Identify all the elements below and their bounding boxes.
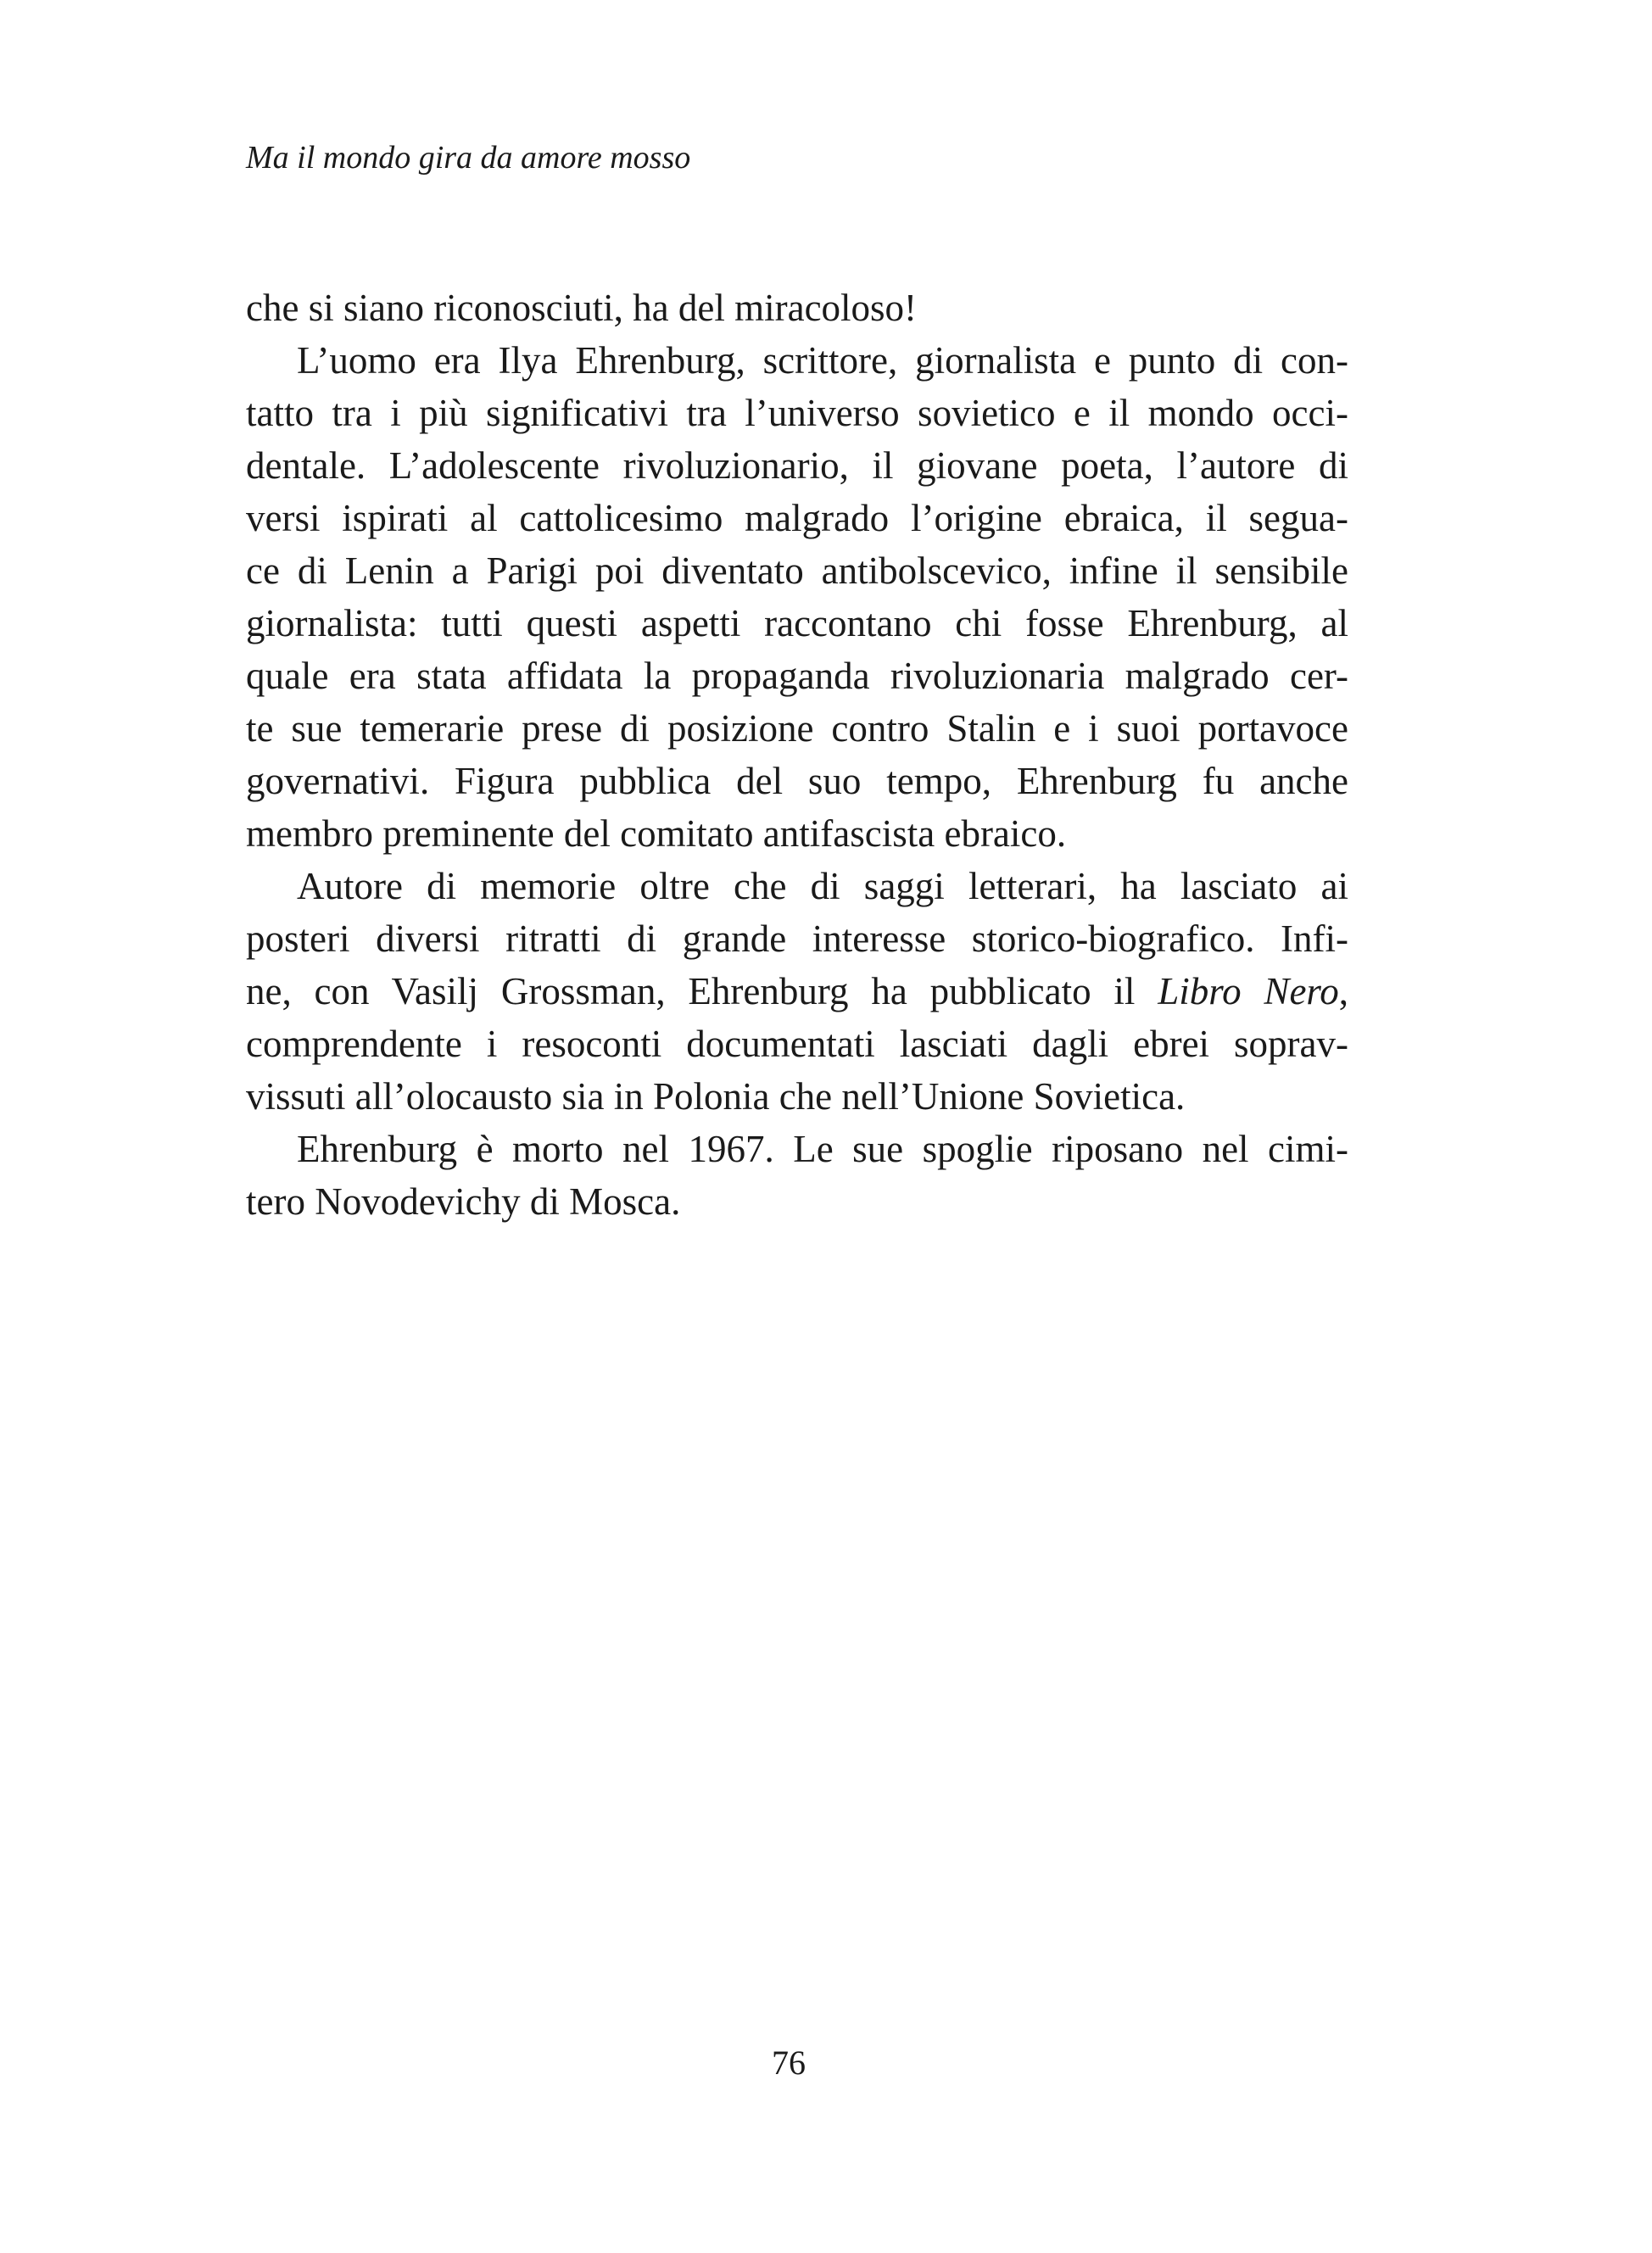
book-title: Libro Nero [1158,970,1339,1012]
body-text [246,282,1348,1228]
text-line: comprendente i resoconti documentati lasciati dagli ebrei soprav- [246,1023,1348,1065]
running-header: Ma il mondo gira da amore mosso [246,140,691,176]
text-line: Ehrenburg è morto nel 1967. Le sue spoglie riposano nel cimi- [297,1128,1348,1170]
text-line: vissuti all’olocausto sia in Polonia che nell’Unione Sovietica. [246,1075,1186,1118]
text-line: versi ispirati al cattolicesimo malgrado l’origine ebraica, il segua- [246,497,1348,539]
page-number: 76 [772,2044,806,2082]
text-line: te sue temerarie prese di posizione contro Stalin e i suoi portavoce [246,707,1348,750]
text-line: Autore di memorie oltre che di saggi letterari, ha lasciato ai [297,865,1348,907]
text-line: dentale. L’adolescente rivoluzionario, il giovane poeta, l’autore di [246,444,1348,487]
text-line: membro preminente del comitato antifascista ebraico. [246,812,1067,855]
text-line: quale era stata affidata la propaganda rivoluzionaria malgrado cer- [246,655,1348,697]
text-line: ce di Lenin a Parigi poi diventato antibolscevico, infine il sensibile [246,549,1348,592]
text-line: che si siano riconosciuti, ha del miracoloso! [246,287,918,329]
text-line: L’uomo era Ilya Ehrenburg, scrittore, giornalista e punto di con- [297,339,1348,382]
text-line: giornalista: tutti questi aspetti raccontano chi fosse Ehrenburg, al [246,602,1348,644]
text-line: tero Novodevichy di Mosca. [246,1180,681,1223]
text-line: posteri diversi ritratti di grande interesse storico-biografico. Infi- [246,917,1348,960]
text-line: ne, con Vasilj Grossman, Ehrenburg ha pubblicato il Libro Nero, [246,970,1349,1012]
text-line: tatto tra i più significativi tra l’universo sovietico e il mondo occi- [246,392,1348,434]
text-line: governativi. Figura pubblica del suo tempo, Ehrenburg fu anche [246,760,1348,802]
